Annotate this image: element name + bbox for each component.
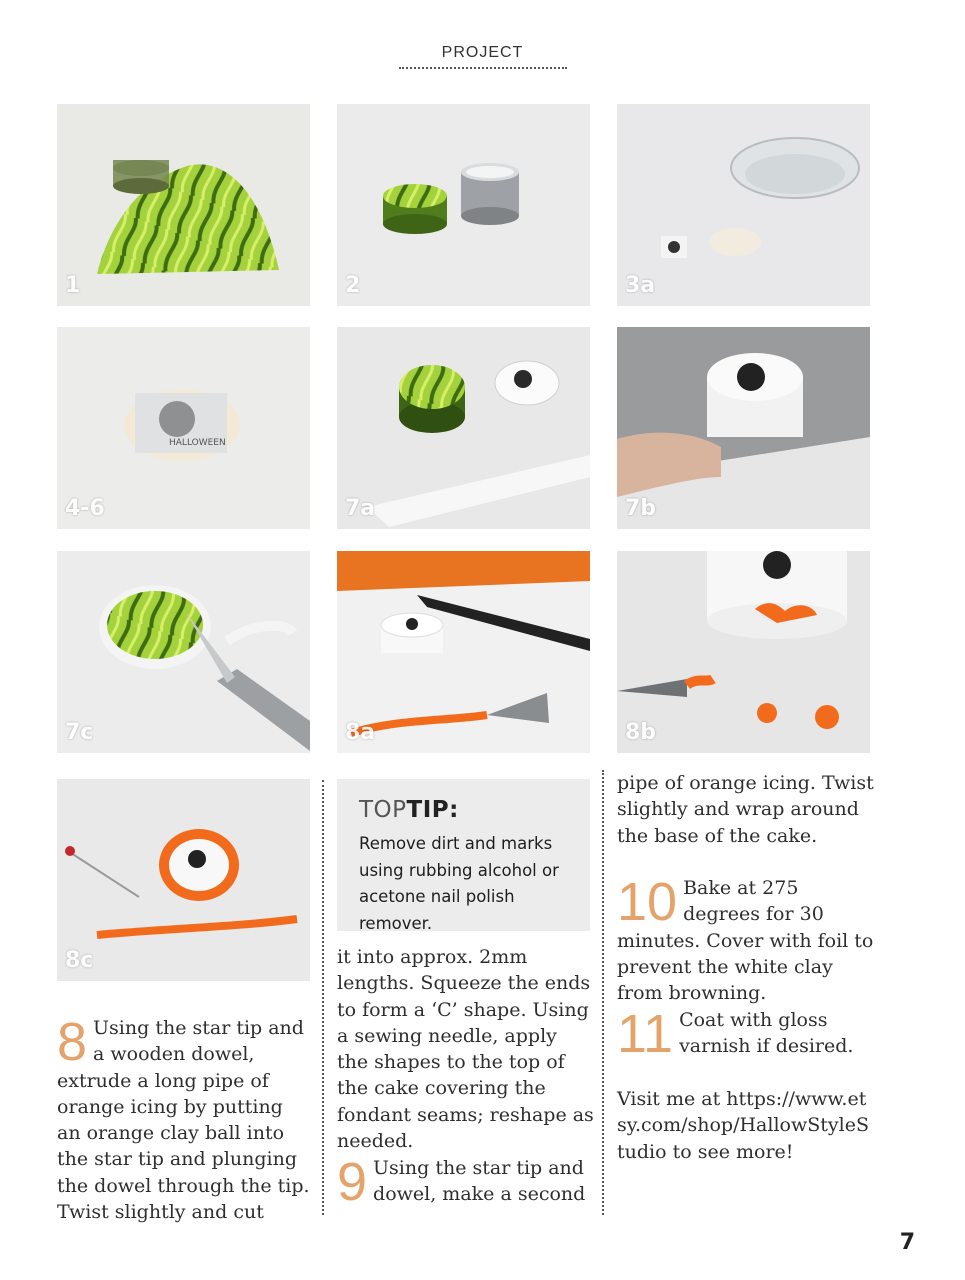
photo-step-1 bbox=[57, 104, 310, 306]
page-header bbox=[0, 44, 965, 69]
photo-step-8c bbox=[57, 779, 310, 981]
photo-label: 1 bbox=[65, 273, 81, 298]
step-number: 10 bbox=[617, 872, 678, 932]
svg-text:HALLOWEEN: HALLOWEEN bbox=[169, 438, 226, 448]
step-11-block bbox=[617, 1004, 875, 1064]
step-9-continued-text: pipe of orange icing. Twist slightly and wrap around the base of the cake. bbox=[617, 772, 874, 847]
step-9-text: Using the star tip and dowel, make a second bbox=[373, 1157, 586, 1206]
photo-step-7a bbox=[337, 327, 590, 529]
photo-step-8b bbox=[617, 551, 870, 753]
step-9-continued bbox=[617, 770, 875, 849]
step-10-text: Bake at 275 degrees for 30 minutes. Cover with foil to prevent the white clay from browning. bbox=[617, 877, 874, 1005]
photo-step-2 bbox=[337, 104, 590, 306]
photo-label: 2 bbox=[345, 273, 361, 298]
photo-label: 3a bbox=[625, 273, 656, 298]
step-11-text: Coat with gloss varnish if desired. bbox=[679, 1009, 854, 1058]
step-number: 9 bbox=[337, 1152, 368, 1212]
photo-label: 7c bbox=[65, 720, 94, 745]
photo-label: 8c bbox=[65, 948, 94, 973]
section-label: PROJECT bbox=[441, 44, 524, 61]
step-9-block bbox=[337, 1152, 594, 1212]
closing-text: Visit me at https://www.etsy.com/shop/HallowStyleStudio to see more! bbox=[617, 1088, 869, 1163]
photo-label: 7b bbox=[625, 496, 657, 521]
tip-body: Remove dirt and marks using rubbing alcohol or acetone nail polish remover. bbox=[359, 834, 559, 933]
step-10-block bbox=[617, 872, 875, 1006]
header-dotted-rule bbox=[399, 67, 567, 69]
photo-step-7c bbox=[57, 551, 310, 753]
step-number: 8 bbox=[57, 1012, 88, 1072]
photo-label: 8a bbox=[345, 720, 376, 745]
step-8-continued bbox=[337, 944, 594, 1154]
photo-step-4-6 bbox=[57, 327, 310, 529]
column-divider bbox=[322, 780, 324, 1215]
photo-label: 4-6 bbox=[65, 496, 105, 521]
photo-step-3a bbox=[617, 104, 870, 306]
step-8-continued-text: it into approx. 2mm lengths. Squeeze the ends to form a ‘C’ shape. Using a sewing needle, apply the shapes to the top of the cake covering the fondant seams; reshape as needed. bbox=[337, 946, 594, 1153]
photo-step-8a bbox=[337, 551, 590, 753]
step-8-block bbox=[57, 1012, 312, 1225]
closing-note bbox=[617, 1086, 875, 1165]
page-number: 7 bbox=[899, 1230, 915, 1255]
top-tip-box bbox=[337, 779, 590, 931]
photo-label: 8b bbox=[625, 720, 657, 745]
step-number: 11 bbox=[617, 1004, 674, 1064]
column-divider bbox=[602, 770, 604, 1215]
photo-step-7b bbox=[617, 327, 870, 529]
photo-label: 7a bbox=[345, 496, 376, 521]
step-8-text: Using the star tip and a wooden dowel, extrude a long pipe of orange icing by putting an orange clay ball into the star tip and plunging the dowel through the tip. Twist slightly and cut bbox=[57, 1017, 310, 1224]
tip-title: TOPTIP: bbox=[359, 797, 459, 823]
